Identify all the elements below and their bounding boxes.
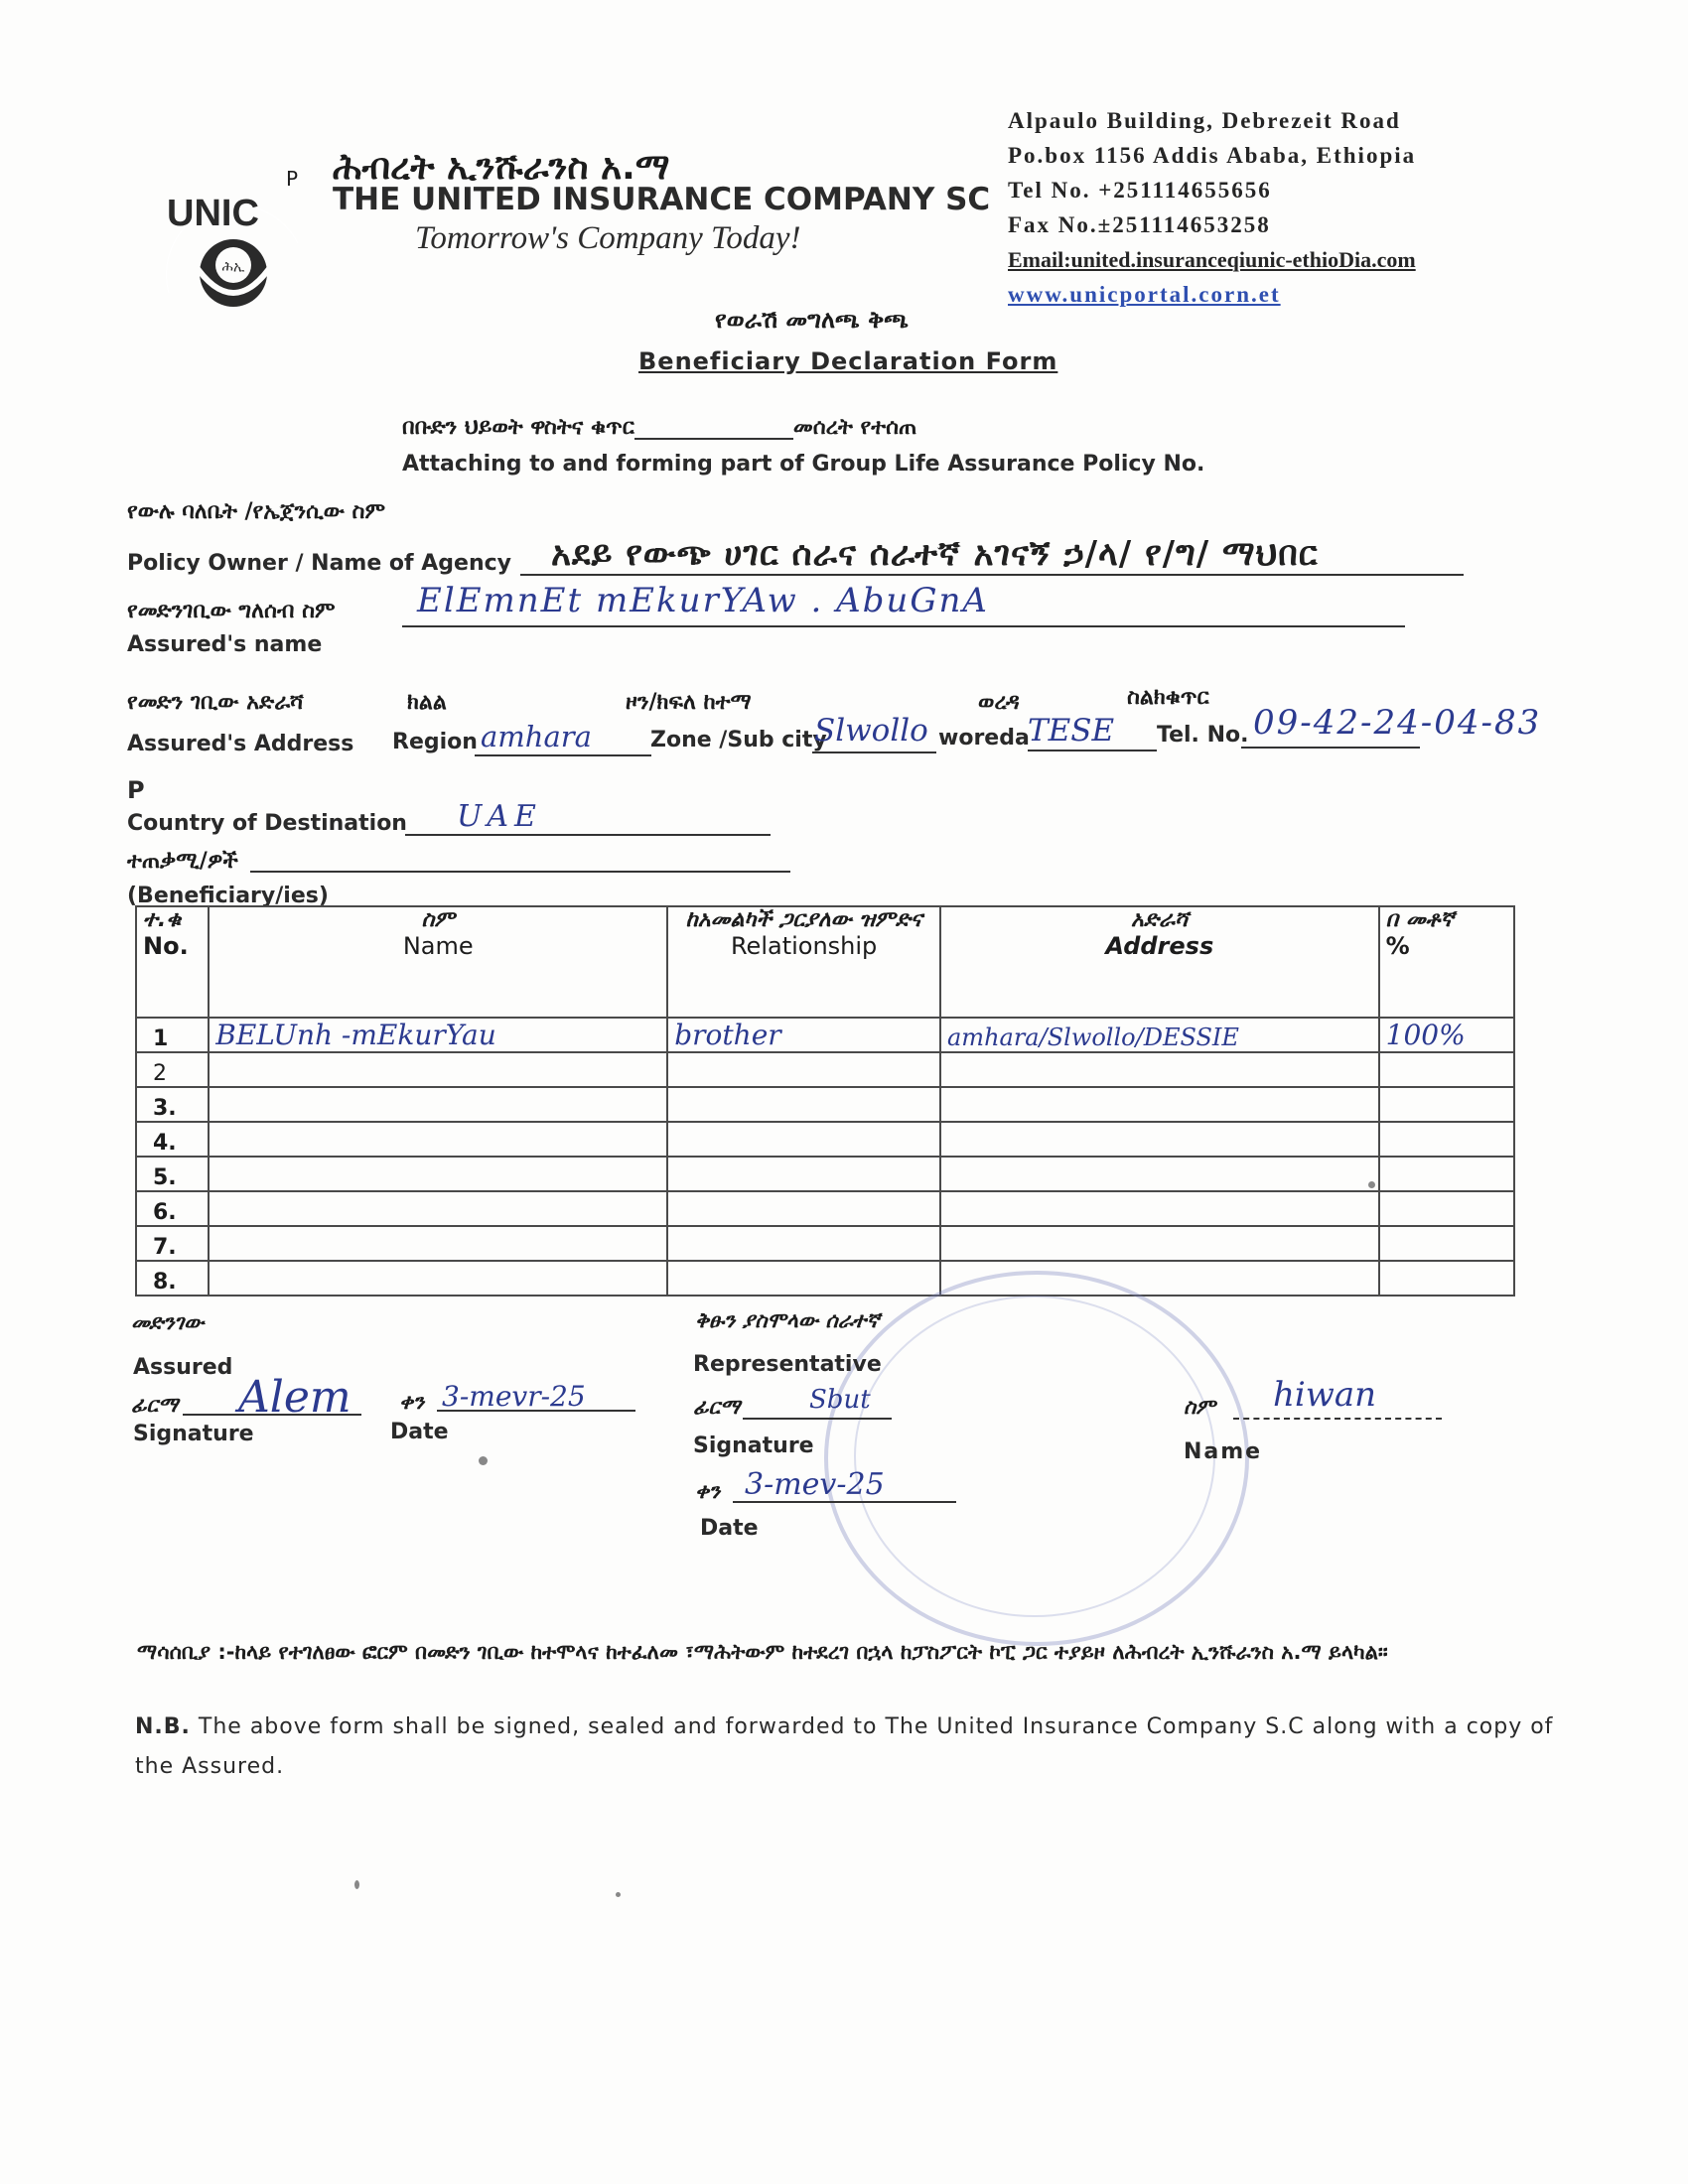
row-address[interactable] (940, 1157, 1379, 1191)
logo-mark-p: P (286, 167, 299, 191)
stamp-inner-ring (854, 1296, 1215, 1617)
row-no: 5. (136, 1157, 209, 1191)
tel-value[interactable]: 09-42-24-04-83 (1253, 703, 1542, 743)
row-name[interactable] (209, 1087, 667, 1122)
row-address[interactable] (940, 1191, 1379, 1226)
beneficiary-label-amharic: ተጠቃሚ/ዎች (127, 849, 238, 874)
assured-signature-heading: Assured (133, 1355, 233, 1380)
email-link[interactable]: Email:united.insuranceqiunic-ethioDia.com (1008, 247, 1416, 272)
assured-name-value[interactable]: ElEmnEt mEkurYAw . AbuGnA (417, 581, 989, 620)
region-label-amharic: ክልል (407, 690, 447, 715)
rep-date-label-amharic: ቀን (695, 1479, 721, 1503)
region-label: Region (392, 730, 478, 754)
zone-label-amharic: ዞን/ክፍለ ከተማ (626, 690, 752, 715)
row-percent[interactable] (1379, 1087, 1514, 1122)
woreda-value[interactable]: TESE (1028, 713, 1115, 749)
assured-date-caption: Date (390, 1420, 449, 1444)
row-percent[interactable] (1379, 1226, 1514, 1261)
row-percent[interactable] (1379, 1122, 1514, 1157)
rep-name-underline (1233, 1418, 1442, 1420)
row-relationship[interactable] (667, 1122, 940, 1157)
row-relationship[interactable] (667, 1191, 940, 1226)
destination-value[interactable]: UAE (457, 799, 542, 834)
woreda-label-amharic: ወረዳ (978, 690, 1020, 715)
table-row (136, 1226, 1514, 1261)
assured-date-label-amharic: ቀን (399, 1390, 425, 1414)
row-name[interactable] (209, 1157, 667, 1191)
row-percent[interactable] (1379, 1191, 1514, 1226)
region-underline (475, 754, 651, 756)
policy-owner-value[interactable]: አደይ የውጭ ሀገር ሰራና ሰራተኛ አገናኝ ኃ/ላ/ የ/ግ/ ማህበር (551, 534, 1319, 574)
rep-signature-value[interactable]: Sbut (809, 1385, 871, 1415)
assured-name-underline (402, 625, 1405, 627)
row-name[interactable] (209, 1122, 667, 1157)
row-name[interactable] (209, 1191, 667, 1226)
table-row (136, 1157, 1514, 1191)
table-row (136, 1261, 1514, 1296)
assured-signature-caption: Signature (133, 1422, 254, 1446)
rep-name-label-amharic: ስም (1184, 1395, 1215, 1419)
fax-line: Fax No.±251114653258 (1008, 212, 1271, 237)
zone-value[interactable]: Slwollo (814, 713, 928, 749)
beneficiary-label: (Beneficiary/ies) (127, 884, 329, 908)
row-name[interactable]: BELUnh -mEkurYau (209, 1018, 667, 1052)
company-name-english: THE UNITED INSURANCE COMPANY SC (333, 182, 991, 217)
row-percent[interactable] (1379, 1261, 1514, 1296)
policy-owner-label: Policy Owner / Name of Agency (127, 551, 512, 576)
header-percent: በ መቶኛ % (1379, 906, 1514, 1018)
rep-name-caption: Name (1184, 1439, 1263, 1464)
assured-signature-value[interactable]: Alem (238, 1372, 352, 1423)
company-name-amharic: ሕብረት ኢንሹራንስ አ.ማ (333, 147, 670, 188)
form-title-amharic: የወራሽ መግለጫ ቅጫ (715, 306, 910, 334)
assured-date-value[interactable]: 3-mevr-25 (442, 1380, 586, 1413)
row-name[interactable] (209, 1052, 667, 1087)
row-address[interactable] (940, 1087, 1379, 1122)
rep-sign-underline (743, 1418, 892, 1420)
beneficiary-table (135, 905, 1515, 1297)
tel-label: Tel. No. (1157, 723, 1249, 748)
row-no: 4. (136, 1122, 209, 1157)
note-label: N.B. (135, 1714, 191, 1739)
table-row (136, 1087, 1514, 1122)
row-address[interactable] (940, 1122, 1379, 1157)
website-link[interactable]: www.unicportal.corn.et (1008, 282, 1281, 307)
rep-sign-label-amharic: ፊርማ (693, 1395, 741, 1419)
destination-label: Country of Destination (127, 811, 407, 836)
header-address: አድራሻ Address (940, 906, 1379, 1018)
row-no: 1 (136, 1018, 209, 1052)
assured-sign-label-amharic: ፊርማ (131, 1393, 179, 1417)
row-relationship[interactable] (667, 1052, 940, 1087)
p-mark: P (127, 776, 145, 804)
row-percent[interactable]: 100% (1379, 1018, 1514, 1052)
scan-speck (616, 1892, 621, 1897)
rep-date-value[interactable]: 3-mev-25 (745, 1467, 885, 1502)
address-line-1: Alpaulo Building, Debrezeit Road (1008, 108, 1401, 133)
note-text: The above form shall be signed, sealed and forwarded to The United Insurance Company S.C along with a copy of the Assured. (135, 1714, 1554, 1779)
address-label: Assured's Address (127, 732, 354, 756)
woreda-label: woreda (938, 726, 1030, 751)
rep-name-value[interactable]: hiwan (1273, 1375, 1377, 1415)
tel-underline (1241, 747, 1420, 749)
zone-label: Zone /Sub city (650, 728, 827, 752)
policy-number-field[interactable] (634, 438, 793, 440)
form-title: Beneficiary Declaration Form (638, 347, 1058, 375)
policy-owner-label-amharic: የውሉ ባለቤት /የኤጀንሲው ስም (127, 499, 385, 524)
company-logo (159, 174, 308, 313)
logo-text: UNIC (167, 193, 259, 234)
rep-date-caption: Date (700, 1516, 759, 1541)
address-line-2: Po.box 1156 Addis Ababa, Ethiopia (1008, 143, 1417, 168)
tel-label-amharic: ስልክቁጥር (1127, 685, 1209, 710)
assured-name-label-amharic: የመድንገቢው ግለሰብ ስም (127, 599, 336, 623)
row-percent[interactable] (1379, 1157, 1514, 1191)
row-name[interactable] (209, 1261, 667, 1296)
header-no: ተ.ቁ No. (136, 906, 209, 1018)
policy-number-label: Attaching to and forming part of Group Life Assurance Policy No. (402, 452, 1205, 477)
assured-signature-label-amharic: መድንገው (131, 1310, 205, 1334)
scan-speck (479, 1456, 488, 1465)
company-tagline: Tomorrow's Company Today! (415, 220, 801, 256)
table-row (136, 1191, 1514, 1226)
row-address[interactable]: amhara/Slwollo/DESSIE (940, 1018, 1379, 1052)
rep-label-amharic: ቅፁን ያስሞላው ሰራተኛ (695, 1308, 880, 1332)
beneficiary-underline (250, 871, 790, 873)
address-label-amharic: የመድን ገቢው አድራሻ (127, 690, 304, 715)
row-address[interactable] (940, 1226, 1379, 1261)
note-english (135, 1707, 1565, 1787)
table-header-row (136, 906, 1514, 1018)
row-no: 7. (136, 1226, 209, 1261)
table-row (136, 1052, 1514, 1087)
row-percent[interactable] (1379, 1052, 1514, 1087)
policy-owner-underline (520, 574, 1464, 576)
unic-logo-icon (159, 174, 308, 313)
row-relationship[interactable] (667, 1157, 940, 1191)
zone-underline (812, 751, 936, 753)
row-relationship[interactable] (667, 1261, 940, 1296)
row-no: 8. (136, 1261, 209, 1296)
note-amharic: ማሳሰቢያ :-ከላይ የተገለፀው ፎርም በመድን ገቢው ከተሞላና ከተፈለመ ፣ማሕትውም ከተደረገ በኋላ ከፓስፖርት ኮፒ ጋር ተያይዞ ለሕብረት ኢንሹራንስ አ.ማ ይላካል። (137, 1640, 1388, 1664)
table-row (136, 1122, 1514, 1157)
region-value[interactable]: amhara (481, 720, 592, 753)
row-relationship[interactable]: brother (667, 1018, 940, 1052)
policy-number-line: በቡድን ህይወት ዋስትና ቁጥር መሰረት የተሰጠ (402, 415, 917, 440)
svg-text:ሕኢ: ሕኢ (221, 259, 245, 275)
contact-block (1008, 103, 1416, 312)
row-no: 2 (136, 1052, 209, 1087)
table-row (136, 1018, 1514, 1052)
row-no: 3. (136, 1087, 209, 1122)
tel-line: Tel No. +251114655656 (1008, 178, 1272, 203)
header-relationship: ከአመልካች ጋርያለው ዝምድና Relationship (667, 906, 940, 1018)
destination-underline (405, 834, 771, 836)
row-address[interactable] (940, 1052, 1379, 1087)
rep-heading: Representative (693, 1352, 882, 1377)
scan-speck (354, 1880, 359, 1889)
assured-name-label: Assured's name (127, 632, 323, 657)
row-name[interactable] (209, 1226, 667, 1261)
row-no: 6. (136, 1191, 209, 1226)
row-relationship[interactable] (667, 1087, 940, 1122)
row-relationship[interactable] (667, 1226, 940, 1261)
woreda-underline (1028, 750, 1157, 751)
rep-signature-caption: Signature (693, 1433, 814, 1458)
scan-speck (1368, 1181, 1375, 1188)
header-name: ስም Name (209, 906, 667, 1018)
